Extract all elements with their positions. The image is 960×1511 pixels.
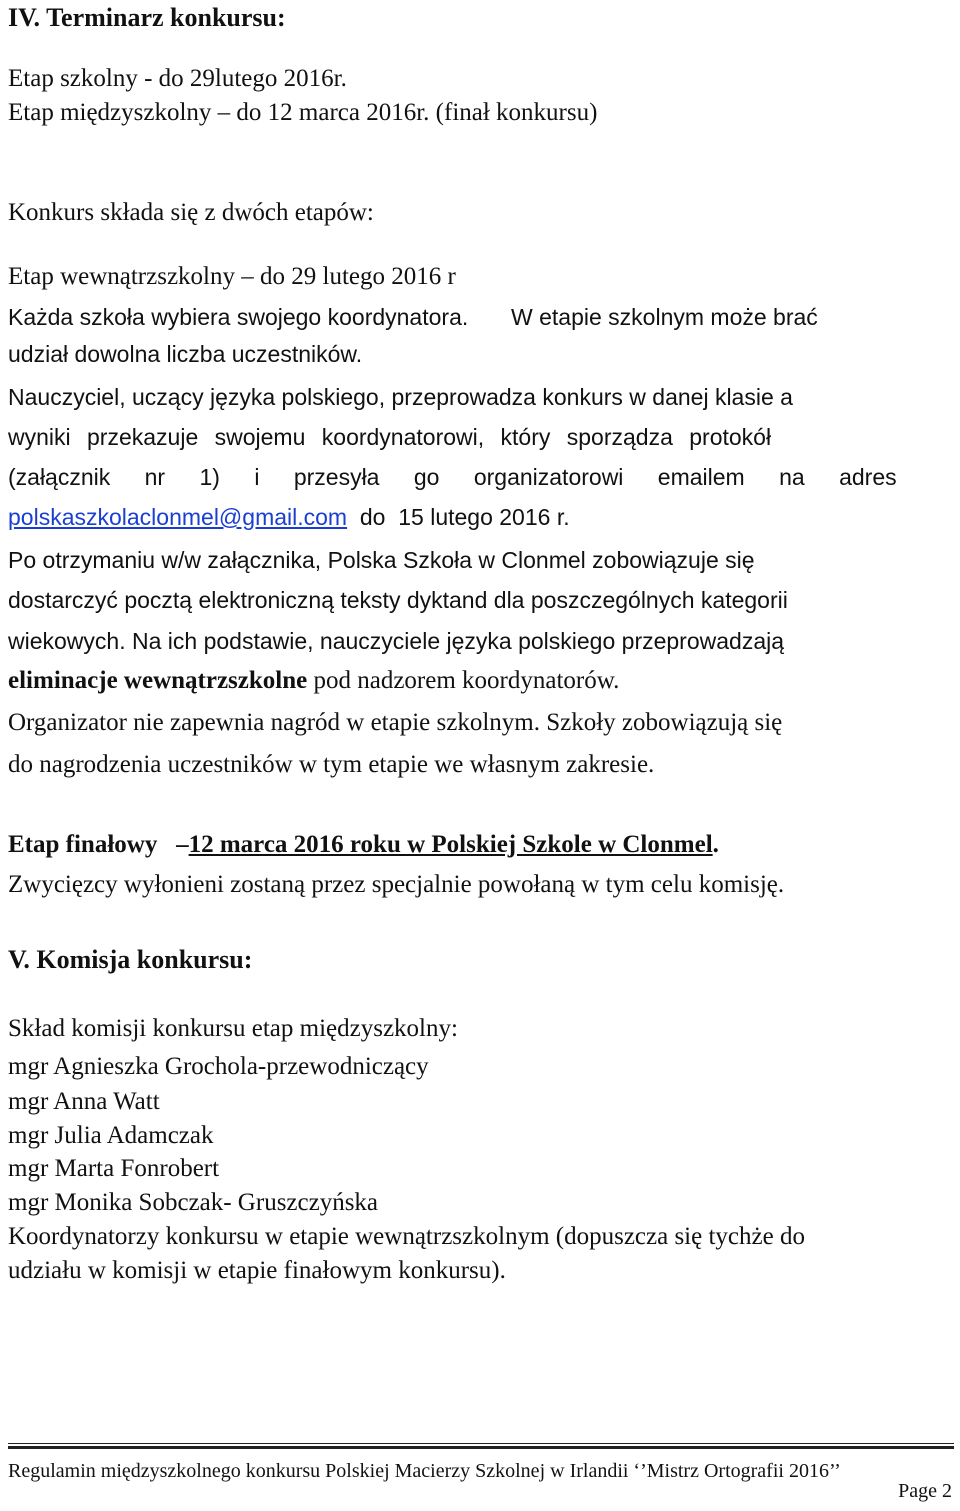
paragraph-coordinator-line2: udział dowolna liczba uczestników.	[8, 341, 363, 367]
coordinators-line2: udziału w komisji w etapie finałowym konkursu).	[8, 1257, 506, 1284]
participation-sentence: W etapie szkolnym może brać	[511, 304, 818, 330]
page-number: Page 2	[898, 1480, 952, 1502]
teachers-conduct-sentence: Na ich podstawie, nauczyciele języka polskiego przeprowadzają	[132, 628, 785, 654]
paragraph-teacher-line4	[8, 502, 570, 532]
paragraph-prizes-line2: do nagrodzenia uczestników w tym etapie we własnym zakresie.	[8, 751, 655, 778]
paragraph-prizes-line1: Organizator nie zapewnia nagród w etapie szkolnym. Szkoły zobowiązują się	[8, 709, 783, 736]
commission-member: mgr Monika Sobczak- Gruszczyńska	[8, 1189, 379, 1216]
final-stage-label: Etap finałowy	[8, 831, 158, 858]
final-stage-line: Etap finałowy –12 marca 2016 roku w Polskiej Szkole w Clonmel.	[8, 831, 719, 858]
coordinator-sentence: Każda szkoła wybiera swojego koordynatora.	[8, 304, 469, 330]
paragraph-dictation-line3	[8, 626, 784, 656]
stage-inter-date: Etap międzyszkolny – do 12 marca 2016r. (finał konkursu)	[8, 99, 598, 126]
commission-member: mgr Marta Fonrobert	[8, 1155, 220, 1182]
final-winners-text: Zwycięzcy wyłonieni zostaną przez specjalnie powołaną w tym celu komisję.	[8, 871, 785, 898]
two-stages-text: Konkurs składa się z dwóch etapów:	[8, 199, 374, 226]
commission-member: mgr Julia Adamczak	[8, 1122, 214, 1149]
final-stage-date-place: 12 marca 2016 roku w Polskiej Szkole w Clonmel	[188, 831, 713, 858]
footer-divider	[8, 1443, 954, 1449]
footer-title: Regulamin międzyszkolnego konkursu Polskiej Macierzy Szkolnej w Irlandii ‘’Mistrz Ortografii 2016’’	[8, 1460, 841, 1482]
supervision-text: pod nadzorem koordynatorów.	[307, 667, 620, 694]
paragraph-dictation-line2: dostarczyć pocztą elektroniczną teksty dyktand dla poszczególnych kategorii	[8, 587, 788, 613]
deadline-text: do 15 lutego 2016 r.	[347, 504, 570, 530]
email-link[interactable]: polskaszkolaclonmel@gmail.com	[8, 504, 348, 530]
commission-member: mgr Anna Watt	[8, 1088, 160, 1115]
paragraph-teacher-line3: (załącznik nr 1) i przesyła go organizatorowi emailem na adres	[8, 464, 897, 490]
paragraph-dictation-line1: Po otrzymaniu w/w załącznika, Polska Szkoła w Clonmel zobowiązuje się	[8, 547, 755, 573]
internal-eliminations: eliminacje wewnątrzszkolne	[8, 667, 308, 694]
age-categories-word: wiekowych.	[8, 628, 126, 654]
commission-member: mgr Agnieszka Grochola-przewodniczący	[8, 1053, 429, 1080]
stage-school-date: Etap szkolny - do 29lutego 2016r.	[8, 65, 347, 92]
commission-composition: Skład komisji konkursu etap międzyszkolny:	[8, 1015, 458, 1042]
section-heading-commission: V. Komisja konkursu:	[8, 945, 253, 974]
paragraph-dictation-line4	[8, 666, 619, 696]
paragraph-teacher-line2: wyniki przekazuje swojemu koordynatorowi, który sporządza protokół	[8, 424, 772, 450]
internal-stage-title: Etap wewnątrzszkolny – do 29 lutego 2016 r	[8, 263, 456, 290]
paragraph-coordinator-line1	[8, 302, 818, 332]
coordinators-line1: Koordynatorzy konkursu w etapie wewnątrzszkolnym (dopuszcza się tychże do	[8, 1223, 805, 1250]
paragraph-teacher-line1: Nauczyciel, uczący języka polskiego, przeprowadza konkurs w danej klasie a	[8, 384, 793, 410]
section-heading-schedule: IV. Terminarz konkursu:	[8, 3, 286, 32]
